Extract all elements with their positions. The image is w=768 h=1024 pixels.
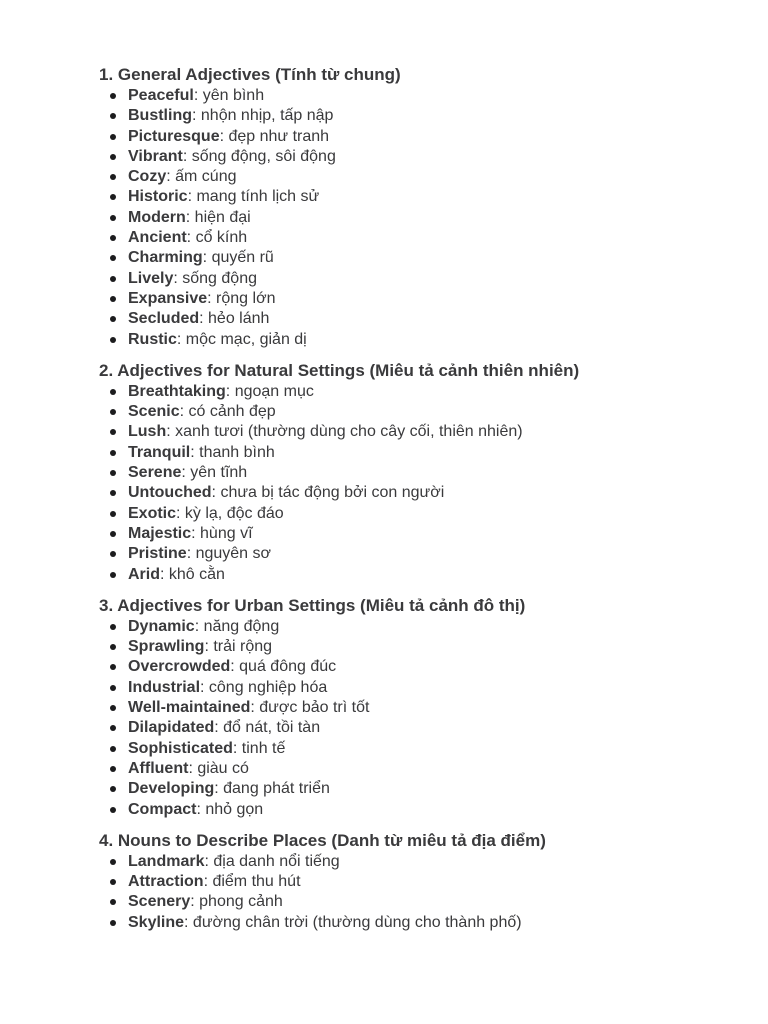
list-item bbox=[99, 524, 748, 544]
term: Pristine bbox=[128, 545, 187, 563]
term: Affluent bbox=[128, 759, 189, 777]
term: Modern bbox=[128, 208, 186, 226]
meaning: : trải rộng bbox=[204, 638, 273, 656]
meaning: : ngoạn mục bbox=[225, 382, 314, 400]
bullet-icon bbox=[110, 664, 116, 670]
list-item bbox=[99, 463, 748, 483]
term: Compact bbox=[128, 800, 197, 818]
list-item bbox=[99, 800, 748, 820]
bullet-icon bbox=[110, 174, 116, 180]
bullet-icon bbox=[110, 859, 116, 865]
bullet-icon bbox=[110, 685, 116, 691]
term: Historic bbox=[128, 188, 188, 206]
section-general-adjectives bbox=[99, 64, 748, 350]
meaning: : nhộn nhịp, tấp nập bbox=[192, 107, 334, 125]
term: Ancient bbox=[128, 229, 187, 247]
meaning: : hùng vĩ bbox=[191, 524, 253, 542]
list-item bbox=[99, 872, 748, 892]
meaning: : có cảnh đẹp bbox=[179, 403, 276, 421]
list-item bbox=[99, 147, 748, 167]
list-item bbox=[99, 852, 748, 872]
bullet-icon bbox=[110, 450, 116, 456]
section-natural-settings bbox=[99, 360, 748, 585]
term: Vibrant bbox=[128, 147, 183, 165]
list-item bbox=[99, 106, 748, 126]
bullet-icon bbox=[110, 624, 116, 630]
term: Dynamic bbox=[128, 617, 195, 635]
meaning: : đang phát triển bbox=[214, 780, 330, 798]
meaning: : nhỏ gọn bbox=[196, 800, 264, 818]
meaning: : mộc mạc, giản dị bbox=[176, 330, 307, 348]
term-list bbox=[99, 852, 748, 933]
meaning: : yên bình bbox=[193, 87, 265, 104]
bullet-icon bbox=[110, 235, 116, 241]
term: Rustic bbox=[128, 330, 177, 348]
bullet-icon bbox=[110, 766, 116, 772]
bullet-icon bbox=[110, 215, 116, 221]
term: Secluded bbox=[128, 310, 200, 328]
bullet-icon bbox=[110, 511, 116, 517]
section-heading: 2. Adjectives for Natural Settings (Miêu tả cảnh thiên nhiên) bbox=[99, 360, 580, 380]
bullet-icon bbox=[110, 154, 116, 160]
meaning: : ấm cúng bbox=[166, 168, 237, 186]
bullet-icon bbox=[110, 644, 116, 650]
term: Scenic bbox=[128, 403, 180, 421]
bullet-icon bbox=[110, 113, 116, 119]
term-list bbox=[99, 86, 748, 350]
term: Majestic bbox=[128, 524, 192, 542]
meaning: : đẹp như tranh bbox=[219, 127, 330, 145]
meaning: : thanh bình bbox=[190, 443, 275, 461]
term: Scenery bbox=[128, 893, 191, 911]
meaning: : rộng lớn bbox=[207, 289, 276, 307]
list-item bbox=[99, 402, 748, 422]
list-item bbox=[99, 698, 748, 718]
list-item bbox=[99, 422, 748, 442]
term: Well-maintained bbox=[128, 699, 251, 717]
meaning: : sống động, sôi động bbox=[182, 147, 336, 165]
list-item bbox=[99, 657, 748, 677]
meaning: : hẻo lánh bbox=[199, 310, 270, 328]
term: Attraction bbox=[128, 873, 204, 891]
section-heading: 3. Adjectives for Urban Settings (Miêu tả cảnh đô thị) bbox=[99, 595, 526, 615]
meaning: : kỳ lạ, độc đáo bbox=[176, 504, 284, 522]
meaning: : sống động bbox=[173, 269, 257, 287]
bullet-icon bbox=[110, 389, 116, 395]
list-item bbox=[99, 167, 748, 187]
meaning: : yên tĩnh bbox=[181, 464, 248, 482]
list-item bbox=[99, 759, 748, 779]
list-item bbox=[99, 208, 748, 228]
list-item bbox=[99, 289, 748, 309]
bullet-icon bbox=[110, 93, 116, 99]
list-item bbox=[99, 443, 748, 463]
list-item bbox=[99, 678, 748, 698]
bullet-icon bbox=[110, 531, 116, 537]
term: Lush bbox=[128, 423, 167, 441]
bullet-icon bbox=[110, 786, 116, 792]
term: Arid bbox=[128, 565, 160, 583]
list-item bbox=[99, 504, 748, 524]
term: Bustling bbox=[128, 107, 192, 125]
bullet-icon bbox=[110, 879, 116, 885]
list-item bbox=[99, 617, 748, 637]
bullet-icon bbox=[110, 705, 116, 711]
list-item bbox=[99, 483, 748, 503]
term: Picturesque bbox=[128, 127, 220, 145]
meaning: : đổ nát, tồi tàn bbox=[214, 719, 321, 737]
bullet-icon bbox=[110, 920, 116, 926]
term: Sprawling bbox=[128, 638, 205, 656]
section-nouns-places bbox=[99, 830, 748, 933]
meaning: : giàu có bbox=[188, 759, 249, 777]
meaning: : năng động bbox=[194, 617, 280, 635]
meaning: : phong cảnh bbox=[190, 893, 283, 911]
section-urban-settings bbox=[99, 595, 748, 820]
meaning: : điểm thu hút bbox=[203, 873, 301, 891]
term: Dilapidated bbox=[128, 719, 215, 737]
bullet-icon bbox=[110, 337, 116, 343]
term: Breathtaking bbox=[128, 382, 226, 400]
meaning: : tinh tế bbox=[232, 739, 286, 757]
meaning: : địa danh nổi tiếng bbox=[204, 852, 340, 870]
section-heading: 1. General Adjectives (Tính từ chung) bbox=[99, 65, 401, 84]
bullet-icon bbox=[110, 470, 116, 476]
list-item bbox=[99, 330, 748, 350]
list-item bbox=[99, 86, 748, 106]
meaning: : khô cằn bbox=[160, 565, 225, 583]
bullet-icon bbox=[110, 429, 116, 435]
bullet-icon bbox=[110, 276, 116, 282]
list-item bbox=[99, 565, 748, 585]
bullet-icon bbox=[110, 490, 116, 496]
list-item bbox=[99, 892, 748, 912]
list-item bbox=[99, 187, 748, 207]
term: Lively bbox=[128, 269, 174, 287]
term: Expansive bbox=[128, 289, 208, 307]
term: Charming bbox=[128, 249, 203, 267]
list-item bbox=[99, 637, 748, 657]
bullet-icon bbox=[110, 725, 116, 731]
bullet-icon bbox=[110, 572, 116, 578]
bullet-icon bbox=[110, 194, 116, 200]
list-item bbox=[99, 913, 748, 933]
term-list bbox=[99, 382, 748, 585]
term: Tranquil bbox=[128, 443, 191, 461]
list-item bbox=[99, 779, 748, 799]
meaning: : được bảo trì tốt bbox=[250, 699, 370, 717]
section-heading: 4. Nouns to Describe Places (Danh từ miêu tả địa điểm) bbox=[99, 830, 546, 850]
bullet-icon bbox=[110, 551, 116, 557]
term: Serene bbox=[128, 464, 182, 482]
list-item bbox=[99, 127, 748, 147]
meaning: : công nghiệp hóa bbox=[200, 678, 328, 696]
meaning: : nguyên sơ bbox=[186, 545, 272, 563]
bullet-icon bbox=[110, 255, 116, 261]
list-item bbox=[99, 544, 748, 564]
term: Landmark bbox=[128, 852, 205, 870]
list-item bbox=[99, 718, 748, 738]
term: Cozy bbox=[128, 168, 167, 186]
term: Exotic bbox=[128, 504, 177, 522]
list-item bbox=[99, 309, 748, 329]
meaning: : xanh tươi (thường dùng cho cây cối, thiên nhiên) bbox=[166, 423, 523, 441]
bullet-icon bbox=[110, 296, 116, 302]
term: Sophisticated bbox=[128, 739, 233, 757]
term: Overcrowded bbox=[128, 658, 231, 676]
bullet-icon bbox=[110, 899, 116, 905]
term: Developing bbox=[128, 780, 215, 798]
bullet-icon bbox=[110, 807, 116, 813]
bullet-icon bbox=[110, 409, 116, 415]
bullet-icon bbox=[110, 134, 116, 140]
term: Peaceful bbox=[128, 87, 194, 104]
term-list bbox=[99, 617, 748, 820]
list-item bbox=[99, 739, 748, 759]
list-item bbox=[99, 228, 748, 248]
meaning: : chưa bị tác động bởi con người bbox=[211, 484, 445, 502]
term: Industrial bbox=[128, 678, 201, 696]
list-item bbox=[99, 248, 748, 268]
meaning: : đường chân trời (thường dùng cho thành phố) bbox=[184, 913, 522, 931]
term: Untouched bbox=[128, 484, 212, 502]
meaning: : hiện đại bbox=[185, 208, 251, 226]
meaning: : quá đông đúc bbox=[230, 658, 337, 676]
bullet-icon bbox=[110, 316, 116, 322]
meaning: : mang tính lịch sử bbox=[187, 188, 320, 206]
term: Skyline bbox=[128, 913, 185, 931]
meaning: : quyến rũ bbox=[202, 249, 274, 267]
meaning: : cổ kính bbox=[186, 229, 248, 247]
list-item bbox=[99, 382, 748, 402]
bullet-icon bbox=[110, 746, 116, 752]
list-item bbox=[99, 269, 748, 289]
